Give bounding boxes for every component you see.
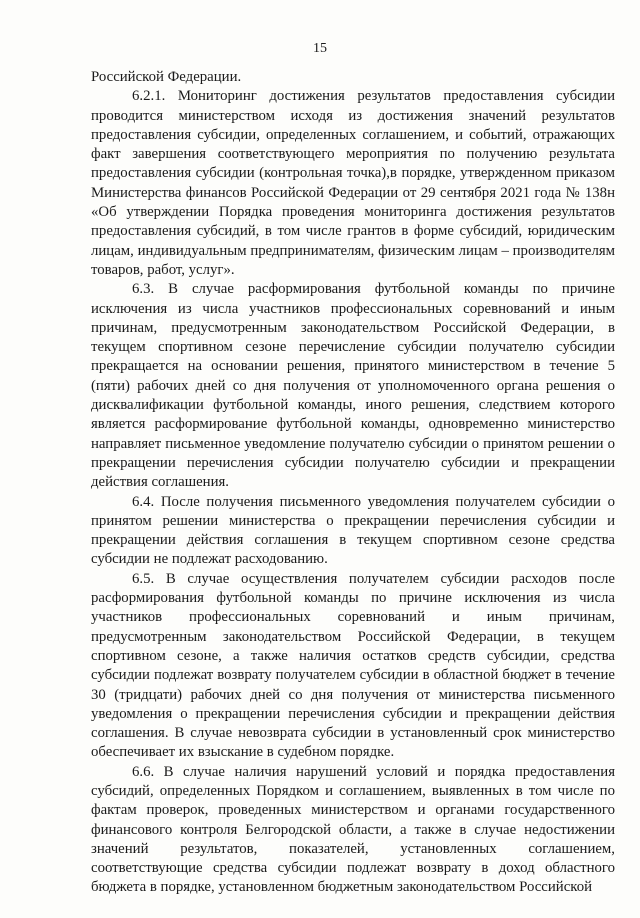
page-number: 15	[313, 41, 327, 56]
document-body	[91, 68, 615, 898]
paragraph-6-2-1: 6.2.1. Мониторинг достижения результатов предоставления субсидии проводится министерством исходя из достижения значений результатов предоставления субсидии, определенных соглашением, и событий, отражающих факт завершения соответствующего мероприятия по получению результата предоставления субсидии (контрольная точка),в порядке, утвержденном приказом Министерства финансов Российской Федерации от 29 сентября 2021 года № 138н «Об утверждении Порядка проведения мониторинга достижения результатов предоставления субсидий, в том числе грантов в форме субсидий, юридическим лицам, индивидуальным предпринимателям, физическим лицам – производителям товаров, работ, услуг».	[91, 88, 615, 278]
paragraph-continuation: Российской Федерации.	[91, 69, 242, 85]
paragraph-6-6: 6.6. В случае наличия нарушений условий и порядка предоставления субсидий, определенных Порядком и соглашением, выявленных в том числе по фактам проверок, проведенных министерством и органами государственного финансового контроля Белгородской области, а также в случае недостижении значений результатов, показателей, установленных соглашением, соответствующие средства субсидии подлежат возврату в доход областного бюджета в порядке, установленном бюджетным законодательством Российской	[91, 763, 615, 896]
paragraph-6-5: 6.5. В случае осуществления получателем субсидии расходов после расформирования футбольной команды по причине исключения из числа участников профессиональных соревнований и иным причинам, предусмотренным законодательством Российской Федерации, в текущем спортивном сезоне, а также наличия остатков средств субсидии, средства субсидии подлежат возврату получателем субсидии в областной бюджет в течение 30 (тридцати) рабочих дней со дня получения от министерства письменного уведомления о прекращении перечисления субсидии и прекращении действия соглашения. В случае невозврата субсидии в установленный срок министерство обеспечивает их взыскание в судебном порядке.	[91, 570, 615, 761]
paragraph-6-4: 6.4. После получения письменного уведомления получателем субсидии о принятом решении министерства о прекращении перечисления субсидии и прекращении действия соглашения в текущем спортивном сезоне средства субсидии не подлежат расходованию.	[91, 493, 615, 568]
paragraph-6-3: 6.3. В случае расформирования футбольной команды по причине исключения из числа участников профессиональных соревнований и иным причинам, предусмотренным законодательством Российской Федерации, в текущем спортивном сезоне перечисление субсидии получателю субсидии прекращается на основании решения, принятого министерством в течение 5 (пяти) рабочих дней со дня получения от уполномоченного органа решения о дисквалификации футбольной команды, иного решения, следствием которого является расформирование футбольной команды, одновременно министерство направляет письменное уведомление получателю субсидии о принятом решении о прекращении перечисления субсидии получателю субсидии и прекращении действия соглашения.	[91, 281, 615, 491]
